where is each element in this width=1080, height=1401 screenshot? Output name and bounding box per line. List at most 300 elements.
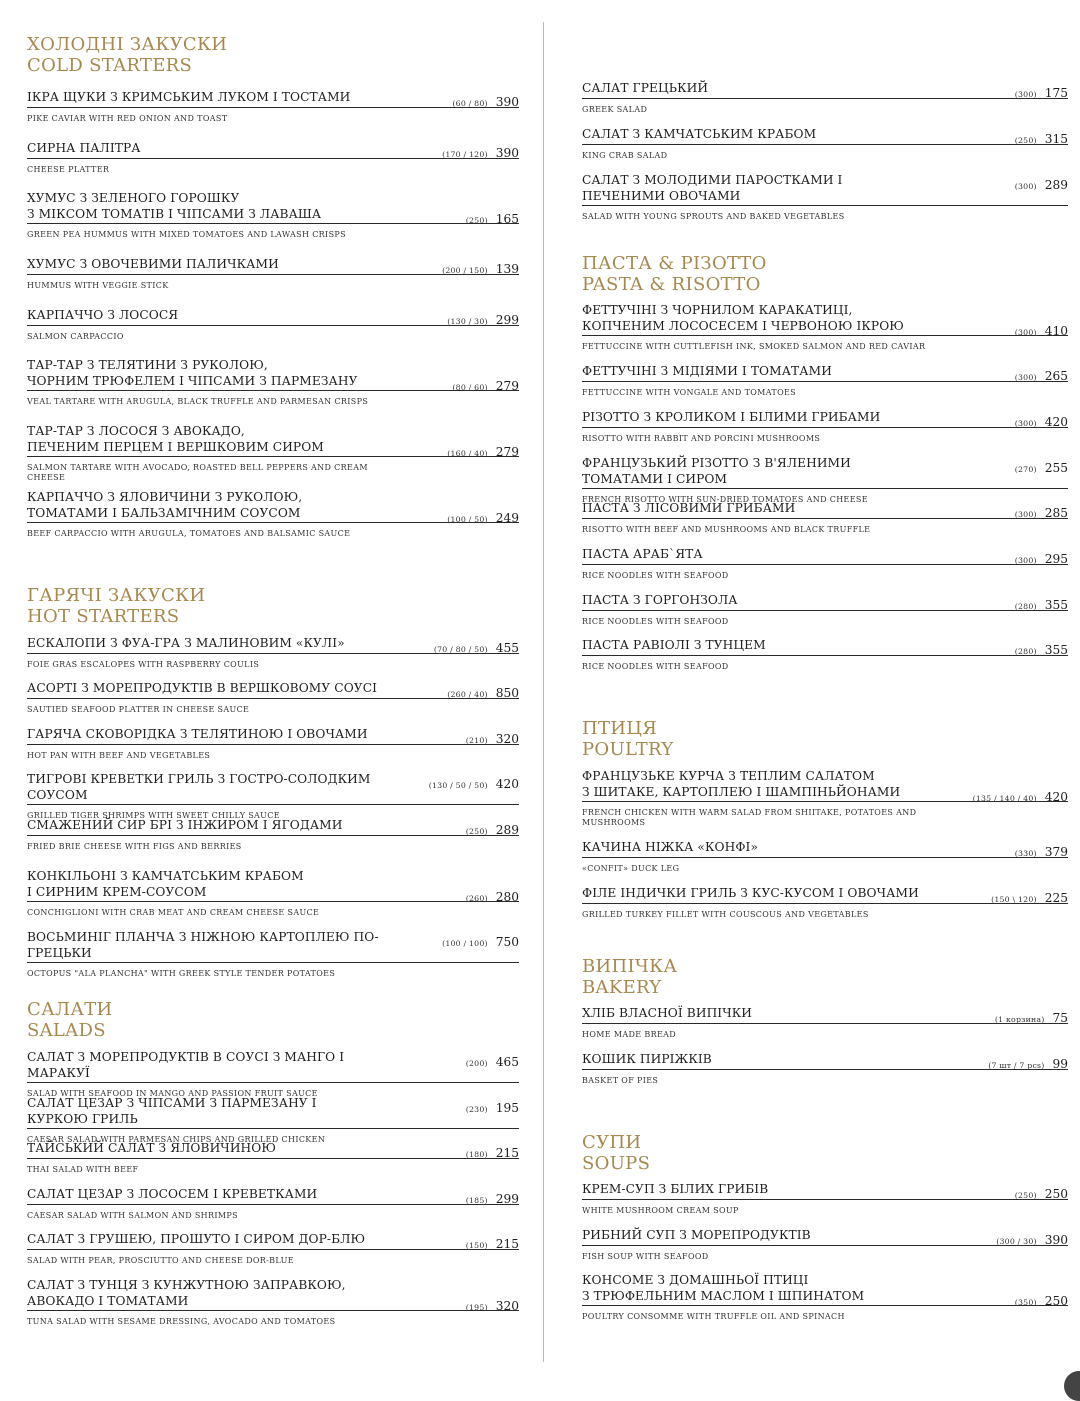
item-price: 379: [1044, 845, 1068, 859]
item-rule: [27, 1158, 519, 1159]
item-rule: [582, 205, 1068, 206]
item-rule: [582, 655, 1068, 656]
item-english-name: VEAL TARTARE WITH ARUGULA, BLACK TRUFFLE AND PARMESAN CRISPS: [27, 397, 369, 406]
item-price: 355: [1044, 643, 1068, 657]
item-weight: (100 / 100): [442, 939, 488, 948]
section-title-ua: ХОЛОДНІ ЗАКУСКИ: [27, 34, 228, 55]
item-price-block: [1015, 1183, 1068, 1202]
item-name: [582, 547, 1068, 563]
item-price: 750: [495, 935, 519, 949]
menu-item: [27, 257, 519, 291]
section-title-en: BAKERY: [582, 977, 662, 998]
item-name: [27, 90, 519, 106]
menu-item: [582, 1273, 1068, 1322]
item-rule: [27, 1128, 519, 1129]
menu-item: [582, 456, 1068, 505]
item-price-block: [1015, 320, 1068, 339]
menu-item: [27, 358, 519, 407]
item-price: 455: [495, 641, 519, 655]
item-price-block: [973, 786, 1068, 805]
item-rule: [582, 857, 1068, 858]
item-rule: [582, 335, 1068, 336]
item-price-block: [452, 375, 519, 394]
item-name: [27, 869, 519, 900]
item-weight: (280): [1014, 602, 1037, 611]
menu-item: [582, 593, 1068, 627]
item-name: [582, 1228, 1068, 1244]
item-name: [582, 364, 1068, 380]
item-name: [582, 501, 1068, 517]
item-weight: (300): [1014, 419, 1037, 428]
menu-item: [582, 364, 1068, 398]
menu-item: [582, 410, 1068, 444]
item-price-block: [1015, 365, 1068, 384]
item-rule: [582, 518, 1068, 519]
item-weight: (300): [1014, 556, 1037, 565]
item-price-block: [447, 309, 519, 328]
item-weight: (250): [1014, 1191, 1037, 1200]
item-price-block: [452, 91, 519, 110]
item-name-line: САЛАТ ГРЕЦЬКИЙ: [582, 81, 709, 95]
item-english-name: POULTRY CONSOMME WITH TRUFFLE OIL AND SPINACH: [582, 1312, 845, 1321]
item-weight: (300): [1014, 182, 1037, 191]
section-title-en: PASTA & RISOTTO: [582, 274, 761, 295]
item-english-name: SALAD WITH SEAFOOD IN MANGO AND PASSION FRUIT SAUCE: [27, 1089, 318, 1098]
menu-item: [27, 1141, 519, 1175]
item-english-name: THAI SALAD WITH BEEF: [27, 1164, 139, 1174]
item-name-line: САЛАТ З МОРЕПРОДУКТІВ В СОУСІ З МАНГО І МАРАКУЇ: [27, 1050, 345, 1080]
item-price: 99: [1052, 1057, 1068, 1071]
item-english-name: HOT PAN WITH BEEF AND VEGETABLES: [27, 750, 211, 760]
item-english-name: CHEESE PLATTER: [27, 164, 110, 174]
item-name-line: ХУМУС З ОВОЧЕВИМИ ПАЛИЧКАМИ: [27, 257, 279, 271]
item-name-line: ТОМАТАМИ І БАЛЬЗАМІЧНИМ СОУСОМ: [27, 505, 301, 520]
menu-item: [582, 1182, 1068, 1216]
item-name-line: ТАР-ТАР З ЛОСОСЯ З АВОКАДО,: [27, 424, 245, 438]
item-price: 279: [495, 378, 519, 393]
item-english-name: SALAD WITH YOUNG SPROUTS AND BAKED VEGETABLES: [582, 212, 845, 221]
item-name-line: АСОРТІ З МОРЕПРОДУКТІВ В ВЕРШКОВОМУ СОУСІ: [27, 681, 378, 695]
item-name: [582, 173, 1068, 204]
item-price: 420: [495, 777, 519, 791]
item-name-line: ЕСКАЛОПИ З ФУА-ГРА З МАЛИНОВИМ «КУЛІ»: [27, 636, 345, 650]
item-price: 320: [495, 1298, 519, 1313]
item-weight: (100 / 50): [447, 514, 488, 524]
item-name: [27, 191, 519, 222]
item-rule: [582, 488, 1068, 489]
menu-item: [27, 1096, 519, 1145]
item-rule: [582, 144, 1068, 145]
item-name: [27, 727, 519, 743]
item-rule: [27, 804, 519, 805]
item-weight: (270): [1014, 465, 1037, 474]
item-price-block: [466, 1295, 519, 1314]
menu-item: [582, 1006, 1068, 1040]
item-price-block: [466, 886, 519, 905]
menu-item: [27, 818, 519, 852]
item-price: 285: [1044, 506, 1068, 520]
item-price: 250: [1044, 1293, 1068, 1308]
item-name-line: КАЧИНА НІЖКА «КОНФІ»: [582, 840, 759, 854]
item-name: [582, 303, 1068, 334]
item-english-name: SALAD WITH PEAR, PROSCIUTTO AND CHEESE DOR-BLUE: [27, 1255, 294, 1265]
menu-item: [582, 769, 1068, 828]
item-name-line: КАРПАЧЧО З ЛОСОСЯ: [27, 308, 179, 322]
item-english-name: HUMMUS WITH VEGGIE STICK: [27, 280, 169, 290]
item-price-block: [1015, 411, 1068, 430]
section-title-salads: [27, 999, 113, 1041]
item-english-name: TUNA SALAD WITH SESAME DRESSING, AVOCADO AND TOMATOES: [27, 1317, 336, 1326]
item-weight: (185): [465, 1196, 488, 1205]
item-price-block: [447, 507, 519, 526]
item-name: [582, 638, 1068, 654]
item-price: 265: [1044, 369, 1068, 383]
item-english-name: PIKE CAVIAR WITH RED ONION AND TOAST: [27, 113, 228, 123]
item-rule: [27, 456, 519, 457]
section-title-en: POULTRY: [582, 739, 674, 760]
item-name-line: ХЛІБ ВЛАСНОЇ ВИПІЧКИ: [582, 1006, 752, 1020]
item-price-block: [1015, 457, 1068, 476]
item-price-block: [466, 1233, 519, 1252]
item-english-name: RISOTTO WITH BEEF AND MUSHROOMS AND BLACK TRUFFLE: [582, 524, 871, 534]
item-weight: (350): [1014, 1297, 1037, 1307]
section-title-cold: [27, 34, 227, 76]
item-name: [582, 593, 1068, 609]
menu-item: [582, 1052, 1068, 1086]
item-name: [582, 1273, 1068, 1304]
menu-item: [27, 1278, 519, 1327]
item-rule: [27, 744, 519, 745]
item-name-line: РІЗОТТО З КРОЛИКОМ І БІЛИМИ ГРИБАМИ: [582, 410, 881, 424]
item-price-block: [466, 208, 519, 227]
item-english-name: SALMON CARPACCIO: [27, 331, 124, 341]
item-name: [582, 127, 1068, 143]
section-title-ua: ВИПІЧКА: [582, 956, 678, 977]
section-title-ua: ПТИЦЯ: [582, 718, 658, 739]
item-price-block: [434, 637, 519, 656]
item-price-block: [442, 931, 519, 950]
item-english-name: KING CRAB SALAD: [582, 150, 668, 160]
item-rule: [582, 98, 1068, 99]
item-weight: (210): [465, 736, 488, 745]
item-name-line: САЛАТ З КАМЧАТСЬКИМ КРАБОМ: [582, 127, 817, 141]
item-name-line: ФРАНЦУЗЬКЕ КУРЧА З ТЕПЛИМ САЛАТОМ: [582, 769, 875, 783]
item-english-name: FISH SOUP WITH SEAFOOD: [582, 1251, 709, 1261]
item-weight: (180): [465, 1150, 488, 1159]
item-name-line: З ТРЮФЕЛЬНИМ МАСЛОМ І ШПИНАТОМ: [582, 1288, 865, 1303]
menu-item: [27, 1187, 519, 1221]
menu-item: [27, 141, 519, 175]
item-rule: [582, 610, 1068, 611]
menu-item: [582, 501, 1068, 535]
item-price: 249: [495, 510, 519, 525]
menu-item: [582, 303, 1068, 352]
menu-item: [27, 1232, 519, 1266]
item-rule: [582, 381, 1068, 382]
section-title-hot: [27, 585, 205, 627]
item-name: [582, 81, 1068, 97]
item-name-line: САЛАТ З ТУНЦЯ З КУНЖУТНОЮ ЗАПРАВКОЮ,: [27, 1278, 346, 1292]
item-weight: (300): [1014, 327, 1037, 337]
item-name: [27, 308, 519, 324]
menu-item: [582, 1228, 1068, 1262]
item-weight: (200 / 150): [442, 266, 488, 275]
item-price: 195: [495, 1101, 519, 1115]
item-price: 250: [1044, 1187, 1068, 1201]
menu-item: [27, 424, 519, 483]
item-price: 280: [495, 889, 519, 904]
item-name-line: ІКРА ЩУКИ З КРИМСЬКИМ ЛУКОМ І ТОСТАМИ: [27, 90, 351, 104]
item-price: 465: [495, 1055, 519, 1069]
item-name-line: КРЕМ-СУП З БІЛИХ ГРИБІВ: [582, 1182, 769, 1196]
item-rule: [27, 1082, 519, 1083]
menu-item: [582, 127, 1068, 161]
item-name-line: СИРНА ПАЛІТРА: [27, 141, 141, 155]
item-weight: (195): [465, 1302, 488, 1312]
item-price: 225: [1044, 891, 1068, 905]
item-weight: (250): [465, 827, 488, 836]
item-name-line: ПАСТА З ГОРГОНЗОЛА: [582, 593, 738, 607]
menu-item: [27, 727, 519, 761]
section-title-ua: САЛАТИ: [27, 999, 113, 1020]
item-name: [582, 456, 1068, 487]
item-rule: [27, 962, 519, 963]
item-price-block: [466, 1188, 519, 1207]
item-name-line: З МІКСОМ ТОМАТІВ І ЧІПСАМИ З ЛАВАША: [27, 206, 322, 221]
item-price: 215: [495, 1237, 519, 1251]
item-rule: [27, 107, 519, 108]
item-price-block: [466, 1097, 519, 1116]
section-title-en: HOT STARTERS: [27, 606, 180, 627]
menu-item: [582, 173, 1068, 222]
item-name: [27, 681, 519, 697]
item-rule: [582, 427, 1068, 428]
item-weight: (170 / 120): [442, 150, 488, 159]
item-price-block: [442, 142, 519, 161]
item-price-block: [1015, 639, 1068, 658]
item-name-line: КОШИК ПИРІЖКІВ: [582, 1052, 712, 1066]
item-name-line: САЛАТ З ГРУШЕЮ, ПРОШУТО І СИРОМ ДОР-БЛЮ: [27, 1232, 366, 1246]
item-name-line: ФЕТТУЧІНІ З МІДІЯМИ І ТОМАТАМИ: [582, 364, 832, 378]
item-weight: (70 / 80 / 50): [433, 645, 488, 654]
item-price-block: [1015, 594, 1068, 613]
item-rule: [27, 325, 519, 326]
item-price-block: [466, 819, 519, 838]
item-price: 289: [495, 823, 519, 837]
item-price-block: [447, 682, 519, 701]
item-rule: [27, 223, 519, 224]
item-english-name: BEEF CARPACCIO WITH ARUGULA, TOMATOES AND BALSAMIC SAUCE: [27, 529, 351, 538]
item-price: 315: [1044, 132, 1068, 146]
item-name-line: І СИРНИМ КРЕМ-СОУСОМ: [27, 884, 207, 899]
item-price-block: [1015, 502, 1068, 521]
item-name: [27, 1096, 519, 1127]
item-name-line: ПАСТА АРАБ`ЯТА: [582, 547, 703, 561]
item-price: 75: [1052, 1011, 1068, 1025]
item-weight: (200): [465, 1059, 488, 1068]
section-title-soups: [582, 1132, 650, 1174]
column-divider: [543, 22, 544, 1362]
section-title-ua: СУПИ: [582, 1132, 642, 1153]
item-weight: (300): [1014, 90, 1037, 99]
item-rule: [27, 522, 519, 523]
item-english-name: GREEN PEA HUMMUS WITH MIXED TOMATOES AND LAWASH CRISPS: [27, 230, 346, 239]
item-rule: [27, 835, 519, 836]
item-rule: [27, 698, 519, 699]
item-english-name: FETTUCCINE WITH CUTTLEFISH INK, SMOKED SALMON AND RED CAVIAR: [582, 342, 926, 351]
corner-decoration: [1064, 1371, 1080, 1401]
item-price: 390: [1044, 1233, 1068, 1247]
menu-item: [27, 308, 519, 342]
item-rule: [582, 1305, 1068, 1306]
item-name-line: ПАСТА З ЛІСОВИМИ ГРИБАМИ: [582, 501, 796, 515]
item-name: [27, 1141, 519, 1157]
item-name-line: ПЕЧЕНИМ ПЕРЦЕМ І ВЕРШКОВИМ СИРОМ: [27, 439, 324, 454]
item-price: 255: [1044, 461, 1068, 475]
section-title-ua: ГАРЯЧІ ЗАКУСКИ: [27, 585, 206, 606]
item-english-name: HOME MADE BREAD: [582, 1029, 677, 1039]
item-price: 295: [1044, 552, 1068, 566]
menu-item: [27, 90, 519, 124]
item-price: 299: [495, 1192, 519, 1206]
item-english-name: RICE NOODLES WITH SEAFOOD: [582, 661, 729, 671]
menu-item: [27, 490, 519, 539]
item-weight: (260): [465, 893, 488, 903]
item-name: [27, 490, 519, 521]
item-english-name: GREEK SALAD: [582, 104, 648, 114]
item-price-block: [442, 258, 519, 277]
item-english-name: GRILLED TIGER SHRIMPS WITH SWEET CHILLY SAUCE: [27, 811, 280, 820]
item-english-name: CAESAR SALAD WITH SALMON AND SHRIMPS: [27, 1210, 238, 1220]
item-price-block: [429, 773, 519, 792]
item-english-name: RISOTTO WITH RABBIT AND PORCINI MUSHROOMS: [582, 433, 821, 443]
item-name-line: ФРАНЦУЗЬКИЙ РІЗОТТО З В'ЯЛЕНИМИ ТОМАТАМИ І СИРОМ: [582, 456, 851, 486]
item-rule: [27, 1204, 519, 1205]
item-name-line: ХУМУС З ЗЕЛЕНОГО ГОРОШКУ: [27, 191, 240, 205]
item-price-block: [466, 1051, 519, 1070]
item-weight: (150): [465, 1241, 488, 1250]
item-rule: [582, 1199, 1068, 1200]
item-english-name: GRILLED TURKEY FILLET WITH COUSCOUS AND VEGETABLES: [582, 909, 869, 919]
item-name-line: КОНСОМЕ З ДОМАШНЬОЇ ПТИЦІ: [582, 1273, 809, 1287]
item-name-line: ГАРЯЧА СКОВОРІДКА З ТЕЛЯТИНОЮ І ОВОЧАМИ: [27, 727, 368, 741]
item-weight: (1 корзина): [994, 1015, 1045, 1024]
item-price-block: [1015, 128, 1068, 147]
item-price-block: [1015, 548, 1068, 567]
item-name: [582, 1182, 1068, 1198]
section-title-poultry: [582, 718, 674, 760]
item-name-line: ТИГРОВІ КРЕВЕТКИ ГРИЛЬ З ГОСТРО-СОЛОДКИМ СОУСОМ: [27, 772, 371, 802]
menu-item: [27, 681, 519, 715]
item-name-line: АВОКАДО І ТОМАТАМИ: [27, 1293, 189, 1308]
item-rule: [27, 1249, 519, 1250]
item-name-line: ФІЛЕ ІНДИЧКИ ГРИЛЬ З КУС-КУСОМ І ОВОЧАМИ: [582, 886, 919, 900]
section-title-en: COLD STARTERS: [27, 55, 193, 76]
item-price: 390: [495, 146, 519, 160]
item-name-line: ПАСТА РАВІОЛІ З ТУНЦЕМ: [582, 638, 766, 652]
item-price: 390: [495, 95, 519, 109]
item-price-block: [1015, 841, 1068, 860]
menu-item: [582, 81, 1068, 115]
menu-item: [27, 930, 519, 979]
section-title-ua: ПАСТА & РІЗОТТО: [582, 253, 767, 274]
menu-item: [582, 547, 1068, 581]
item-name: [27, 818, 519, 834]
item-name: [27, 1050, 519, 1081]
item-weight: (250): [465, 215, 488, 225]
item-weight: (60 / 80): [452, 99, 488, 108]
section-title-en: SALADS: [27, 1020, 106, 1041]
item-price: 850: [495, 686, 519, 700]
item-price: 410: [1044, 323, 1068, 338]
menu-item: [27, 869, 519, 918]
menu-item: [27, 191, 519, 240]
item-weight: (250): [1014, 136, 1037, 145]
item-name-line: ТАР-ТАР З ТЕЛЯТИНИ З РУКОЛОЮ,: [27, 358, 268, 372]
item-price-block: [991, 887, 1068, 906]
item-name-line: КАРПАЧЧО З ЯЛОВИЧИНИ З РУКОЛОЮ,: [27, 490, 303, 504]
item-name: [27, 424, 519, 455]
item-name-line: ТАЙСЬКИЙ САЛАТ З ЯЛОВИЧИНОЮ: [27, 1141, 277, 1155]
item-weight: (130 / 50 / 50): [428, 781, 488, 790]
item-name-line: САЛАТ ЦЕЗАР З ЧІПСАМИ З ПАРМЕЗАНУ І КУРКОЮ ГРИЛЬ: [27, 1096, 317, 1126]
menu-item: [27, 636, 519, 670]
item-price: 139: [495, 262, 519, 276]
menu-item: [582, 840, 1068, 874]
item-name: [27, 1187, 519, 1203]
item-name-line: РИБНИЙ СУП З МОРЕПРОДУКТІВ: [582, 1228, 811, 1242]
menu-item: [582, 886, 1068, 920]
item-name-line: ФЕТТУЧІНІ З ЧОРНИЛОМ КАРАКАТИЦІ,: [582, 303, 853, 317]
item-name-line: З ШИТАКЕ, КАРТОПЛЕЮ І ШАМПІНЬЙОНАМИ: [582, 784, 901, 799]
item-weight: (260 / 40): [447, 690, 488, 699]
item-price: 299: [495, 313, 519, 327]
item-rule: [27, 901, 519, 902]
item-price-block: [466, 728, 519, 747]
item-english-name: FRENCH RISOTTO WITH SUN-DRIED TOMATOES AND CHEESE: [582, 495, 868, 504]
item-price-block: [988, 1053, 1068, 1072]
item-price-block: [995, 1007, 1068, 1026]
item-price-block: [996, 1229, 1068, 1248]
item-weight: (300): [1014, 510, 1037, 519]
section-title-pasta: [582, 253, 767, 295]
item-price-block: [466, 1142, 519, 1161]
item-english-name: CONCHIGLIONI WITH CRAB MEAT AND CREAM CHEESE SAUCE: [27, 908, 320, 917]
item-english-name: FRIED BRIE CHEESE WITH FIGS AND BERRIES: [27, 841, 242, 851]
item-english-name: CAESAR SALAD WITH PARMESAN CHIPS AND GRILLED CHICKEN: [27, 1135, 326, 1144]
item-english-name: WHITE MUSHROOM CREAM SOUP: [582, 1205, 739, 1215]
item-price: 320: [495, 732, 519, 746]
item-price: 289: [1044, 178, 1068, 192]
item-name-line: ЧОРНИМ ТРЮФЕЛЕМ І ЧІПСАМИ З ПАРМЕЗАНУ: [27, 373, 358, 388]
item-weight: (300): [1014, 373, 1037, 382]
item-english-name: RICE NOODLES WITH SEAFOOD: [582, 616, 729, 626]
item-weight: (280): [1014, 647, 1037, 656]
item-price: 279: [495, 444, 519, 459]
item-english-name: FOIE GRAS ESCALOPES WITH RASPBERRY COULIS: [27, 659, 260, 669]
item-price: 175: [1044, 86, 1068, 100]
item-price: 215: [495, 1146, 519, 1160]
item-english-name: SALMON TARTARE WITH AVOCADO, ROASTED BELL PEPPERS AND CREAM CHEESE: [27, 463, 368, 482]
item-name-line: САЛАТ ЦЕЗАР З ЛОСОСЕМ І КРЕВЕТКАМИ: [27, 1187, 318, 1201]
item-weight: (130 / 30): [447, 317, 488, 326]
item-english-name: FETTUCCINE WITH VONGALE AND TOMATOES: [582, 387, 797, 397]
item-weight: (7 шт / 7 pcs): [988, 1061, 1045, 1070]
item-price-block: [1015, 1290, 1068, 1309]
item-rule: [582, 564, 1068, 565]
item-name-line: СМАЖЕНИЙ СИР БРІ З ІНЖИРОМ І ЯГОДАМИ: [27, 818, 343, 832]
item-price: 420: [1044, 415, 1068, 429]
